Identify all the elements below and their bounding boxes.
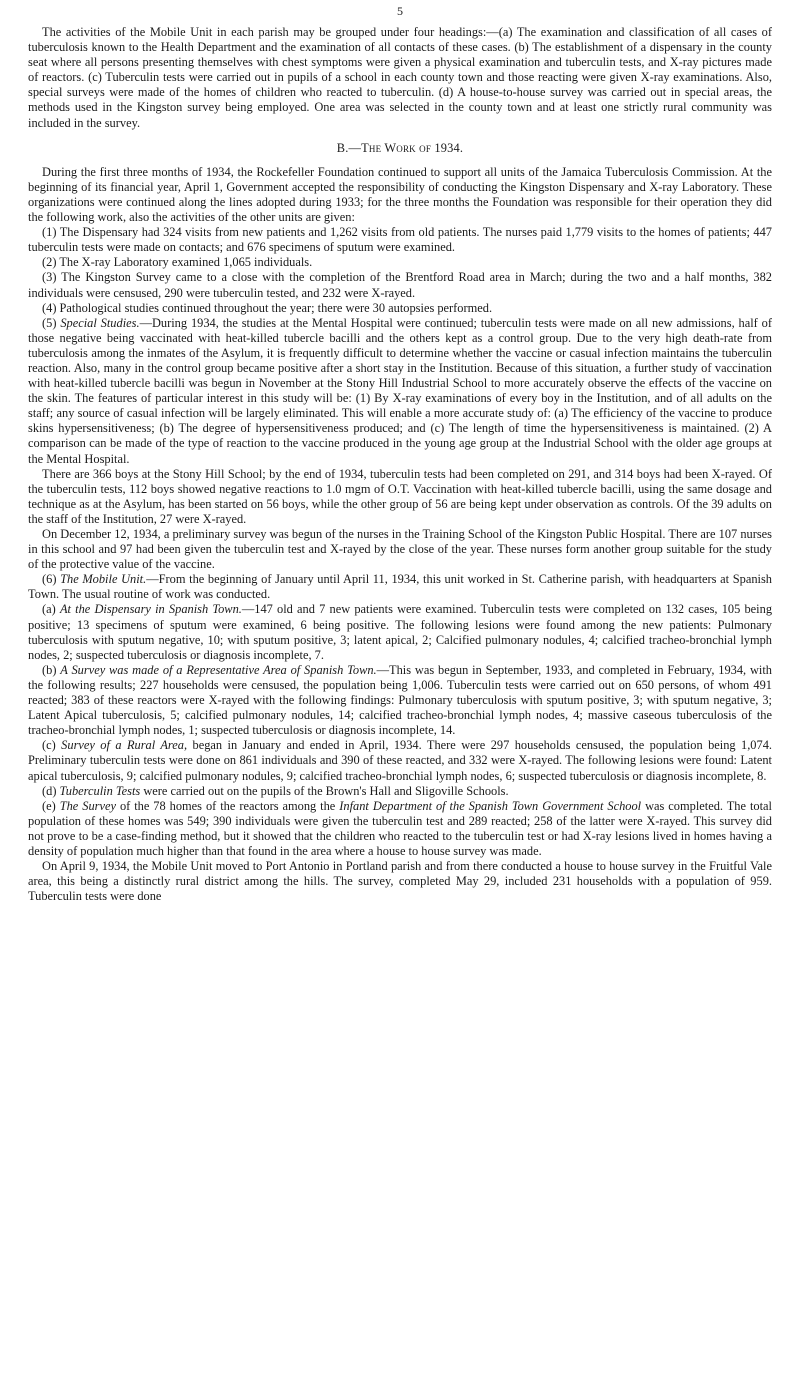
item-6-body: —From the beginning of January until April 11, 1934, this unit worked in St. Catherine parish, with headquarters at Spanish Town. The usual routine of work was conducted.	[28, 572, 772, 602]
item-a-lead: (a)	[42, 602, 60, 617]
paragraph-item-b	[28, 663, 772, 738]
paragraph-item-5	[28, 316, 772, 467]
item-c-lead: (c)	[42, 738, 62, 753]
item-e-heading-2: Infant Department of the Spanish Town Government School	[339, 798, 642, 813]
item-b-lead: (b)	[42, 662, 61, 677]
item-6-lead: (6)	[42, 572, 61, 587]
item-d-lead: (d)	[42, 783, 60, 798]
item-c-heading: Survey of a Rural Area,	[61, 738, 188, 753]
item-e-body: was completed. The total population of these homes was 549; 390 individuals were given the tuberculin test and 289 reacted; 258 of the latter were X-rayed. This survey did not prove to be a case-finding method, but it showed that the children who reacted to the tuberculin test or had X-ray lesions lived in homes having a density of population much higher than that found in the area where a house to house survey was made.	[28, 798, 772, 858]
item-d-heading: Tuberculin Tests	[59, 783, 141, 798]
paragraph-rockefeller: During the first three months of 1934, the Rockefeller Foundation continued to support all units of the Jamaica Tuberculosis Commission. At the beginning of its financial year, April 1, Government accepted the responsibility of conducting the Kingston Dispensary and X-ray Laboratory. These organizations were continued along the lines adopted during 1933; for the three months the Foundation was responsible for their operation they did the following work, also the activities of the other units are given:	[28, 164, 772, 225]
paragraph-item-4: (4) Pathological studies continued throughout the year; there were 30 autopsies performed.	[42, 300, 493, 315]
item-d-body: were carried out on the pupils of the Brown's Hall and Sligoville Schools.	[140, 783, 509, 798]
paragraph-stony-hill: There are 366 boys at the Stony Hill School; by the end of 1934, tuberculin tests had been completed on 291, and 314 boys had been X-rayed. Of the tuberculin tests, 112 boys showed negative reactions to 1.0 mgm of O.T. Vaccination with heat-killed tubercle bacilli, using the same dosage and technique as at the Asylum, has been started on 56 boys, while the other group of 56 are being kept under observation as controls. Of the 39 adults on the staff of the Institution, 27 were X-rayed.	[28, 466, 772, 526]
item-b-body: —This was begun in September, 1933, and completed in February, 1934, with the following results; 227 households were censused, the population being 1,006. Tuberculin tests were carried out on 650 persons, of whom 491 reacted; 383 of these reactors were X-rayed with the following findings: Pulmonary tuberculosis with sputum positive, 3; with sputum negative, 3; Latent Apical tuberculosis, 5; calcified pulmonary nodules, 14; calcified tracheo-bronchial lymph nodes, 4; massive caseous tuberculosis of the tracheo-bronchial lymph nodes, 1; suspected tuberculosis or diagnosis incomplete, 14.	[28, 662, 773, 738]
item-e-lead: (e)	[42, 798, 60, 813]
item-5-body: —During 1934, the studies at the Mental Hospital were continued; tuberculin tests were made on all new admissions, half of those negative being vaccinated with heat-killed tubercle bacilli and the others kept as a control group. Due to the very high death-rate from tuberculosis among the inmates of the Asylum, it is frequently difficult to determine whether the vaccine or casual infection maintains the tuberculin reaction. Also, many in the control group became positive after a short stay in the Institution. Because of this situation, a further study of vaccination with heat-killed tubercle bacilli was begun in November at the Stony Hill Industrial School to more accurately observe the effects of the vaccine on the skin. The features of particular interest in this study will be: (1) By X-ray examinations of every boy in the Institution, and of all adults on the staff; any source of casual infection will be largely eliminated. This will enable a more accurate study of: (a) The efficiency of the vaccine to produce skins hypersensitiveness; (b) The degree of hypersensitiveness produced; and (c) The length of time the hypersensitiveness is maintained. (2) A comparison can be made of the type of reaction to the vaccine produced in the young age group at the Industrial School with the older age groups at the Mental Hospital.	[28, 315, 773, 466]
paragraph-item-a	[28, 602, 772, 662]
page-number: 5	[397, 4, 403, 18]
item-b-heading: A Survey was made of a Representative Area of Spanish Town.	[60, 662, 377, 677]
paragraph-item-2: (2) The X-ray Laboratory examined 1,065 individuals.	[42, 255, 313, 270]
item-5-lead: (5)	[42, 315, 61, 330]
paragraph-december: On December 12, 1934, a preliminary survey was begun of the nurses in the Training School of the Kingston Public Hospital. There are 107 nurses in this school and 97 had been given the tuberculin test and X-rayed by the close of the year. These nurses form another group suitable for the study of the protective value of the vaccine.	[28, 527, 772, 572]
paragraph-item-1: (1) The Dispensary had 324 visits from new patients and 1,262 visits from old patients. The nurses paid 1,779 visits to the homes of patients; 447 tuberculin tests were made on contacts; and 676 specimens of sputum were examined.	[28, 225, 772, 255]
section-heading	[28, 141, 772, 156]
paragraph-item-c	[28, 738, 772, 783]
item-e-mid: of the 78 homes of the reactors among the	[115, 798, 340, 813]
paragraph-item-6	[28, 572, 772, 602]
section-heading-title: The Work of 1934.	[361, 140, 464, 155]
paragraph-april: On April 9, 1934, the Mobile Unit moved to Port Antonio in Portland parish and from there conducted a house to house survey in the Fruitful Vale area, this being a distinctly rural district among the hills. The survey, completed May 29, included 231 households with a population of 959. Tuberculin tests were done	[28, 859, 772, 904]
item-5-heading: Special Studies.	[60, 315, 140, 330]
item-6-heading: The Mobile Unit.	[60, 572, 147, 587]
item-e-heading: The Survey	[59, 798, 116, 813]
item-c-body: began in January and ended in April, 1934. There were 297 households censused, the population being 1,074. Preliminary tuberculin tests were done on 861 individuals and 390 of these reacted, and 332 were X-rayed. The following lesions were found: Latent apical tuberculosis, 9; calcified pulmonary nodules, 9; calcified tracheo-bronchial lymph nodes, 6; suspected tuberculosis or diagnosis incomplete, 8.	[28, 738, 772, 783]
paragraph-item-e	[28, 799, 772, 859]
intro-paragraph: The activities of the Mobile Unit in each parish may be grouped under four headings:—(a) The examination and classification of all cases of tuberculosis known to the Health Department and the examination of all contacts of these cases. (b) The establishment of a dispensary in the county seat where all persons presenting themselves with chest symptoms were given a physical examination and tuberculin tests, and X-ray pictures made of reactors. (c) Tuberculin tests were carried out in pupils of a school in each county town and those reacting were given X-ray examinations. Also, special surveys were made of the homes of children who reacted to tuberculin. (d) A house-to-house survey was carried out in special areas, the methods used in the Kingston survey being employed. One area was selected in the county town and at least one strictly rural community was included in the survey.	[28, 25, 772, 130]
paragraph-item-d	[28, 784, 772, 799]
section-heading-prefix: B.—	[336, 140, 362, 155]
item-a-heading: At the Dispensary in Spanish Town.	[59, 602, 242, 617]
item-a-body: —147 old and 7 new patients were examined. Tuberculin tests were completed on 132 cases, 105 being positive; 13 specimens of sputum were examined, 6 being positive. The following lesions were found among the new patients: Pulmonary tuberculosis with sputum negative, 10; with sputum positive, 3; latent apical, 2; Calcified pulmonary nodules, 4; calcified tracheo-bronchial lymph nodes, 2; suspected tuberculosis or diagnosis incomplete, 7.	[28, 602, 773, 662]
paragraph-item-3: (3) The Kingston Survey came to a close with the completion of the Brentford Road area in March; during the two and a half months, 382 individuals were censused, 290 were tuberculin tested, and 232 were X-rayed.	[28, 270, 772, 300]
